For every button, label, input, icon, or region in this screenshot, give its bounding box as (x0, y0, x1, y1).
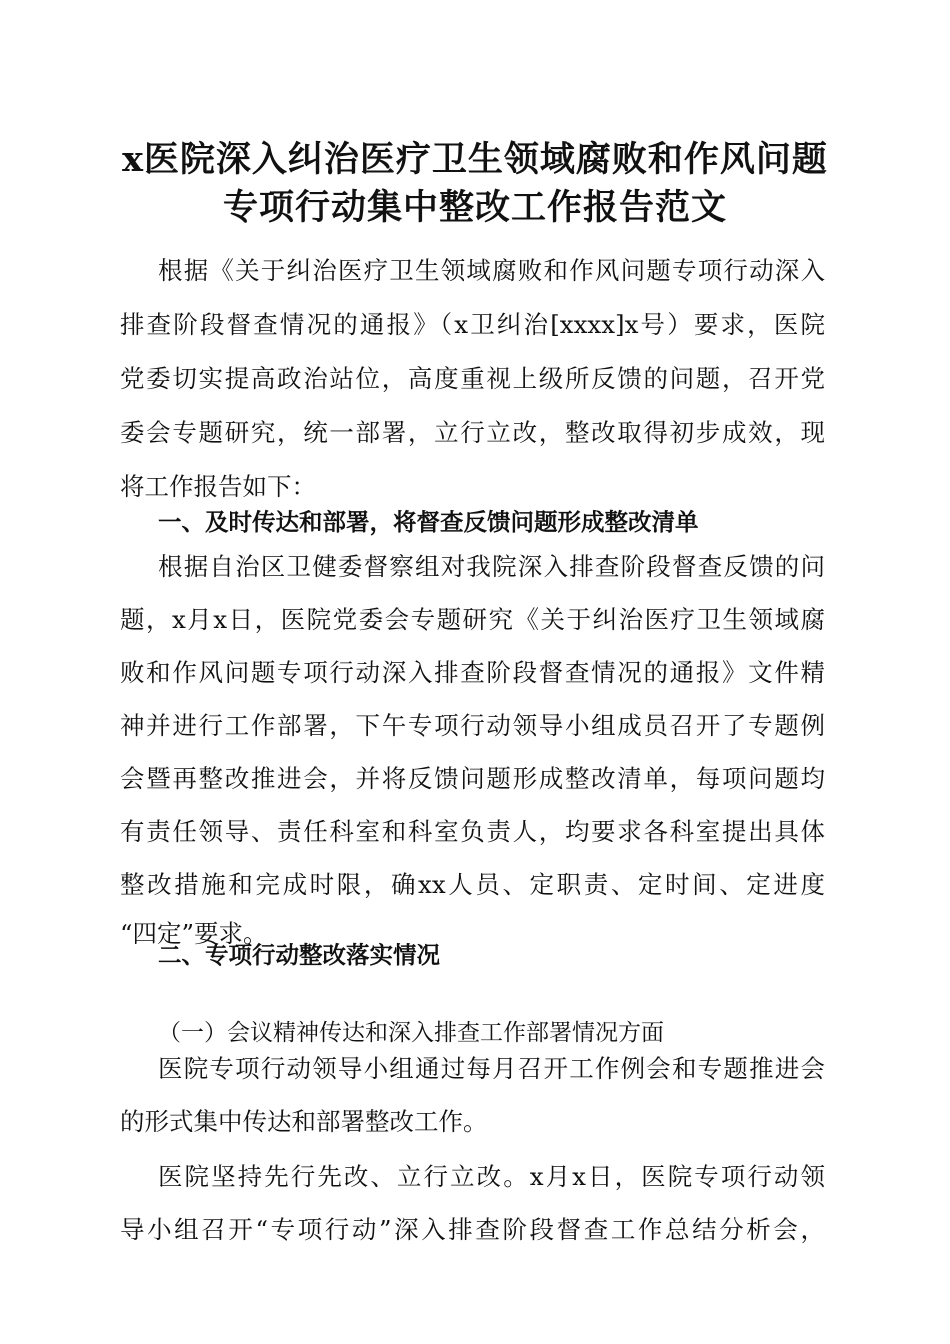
body-line: 会暨再整改推进会，并将反馈问题形成整改清单，每项问题均 (120, 764, 825, 793)
body-line: 将工作报告如下： (120, 472, 316, 501)
body-line: 根据《关于纠治医疗卫生领域腐败和作风问题专项行动深入 (158, 256, 825, 285)
document-title-line-1: x医院深入纠治医疗卫生领域腐败和作风问题 (122, 139, 828, 180)
body-line: 医院坚持先行先改、立行立改。x月x日，医院专项行动领 (158, 1162, 825, 1191)
body-line: 的形式集中传达和部署整改工作。 (120, 1107, 488, 1136)
body-line: 导小组召开“专项行动”深入排查阶段督查工作总结分析会， (120, 1215, 825, 1244)
body-line: 题，x月x日，医院党委会专题研究《关于纠治医疗卫生领域腐 (120, 605, 825, 634)
section-heading-1: 一、及时传达和部署，将督查反馈问题形成整改清单 (158, 508, 699, 536)
body-line: 整改措施和完成时限，确xx人员、定职责、定时间、定进度 (120, 870, 825, 899)
document-title-line-2: 专项行动集中整改工作报告范文 (222, 187, 727, 228)
body-line: 排查阶段督查情况的通报》（x卫纠治[xxxx]x号）要求，医院 (120, 310, 825, 339)
body-line: 委会专题研究，统一部署，立行立改，整改取得初步成效，现 (120, 418, 825, 447)
section-heading-2: 二、专项行动整改落实情况 (158, 941, 440, 969)
subsection-heading-1: （一）会议精神传达和深入排查工作部署情况方面 (158, 1020, 664, 1046)
body-line: “四定”要求。 (120, 919, 268, 948)
body-line: 有责任领导、责任科室和科室负责人，均要求各科室提出具体 (120, 817, 825, 846)
body-line: 医院专项行动领导小组通过每月召开工作例会和专题推进会 (158, 1054, 825, 1083)
body-line: 根据自治区卫健委督察组对我院深入排查阶段督查反馈的问 (158, 552, 825, 581)
body-line: 党委切实提高政治站位，高度重视上级所反馈的问题，召开党 (120, 364, 825, 393)
body-line: 神并进行工作部署，下午专项行动领导小组成员召开了专题例 (120, 711, 825, 740)
body-line: 败和作风问题专项行动深入排查阶段督查情况的通报》文件精 (120, 658, 825, 687)
